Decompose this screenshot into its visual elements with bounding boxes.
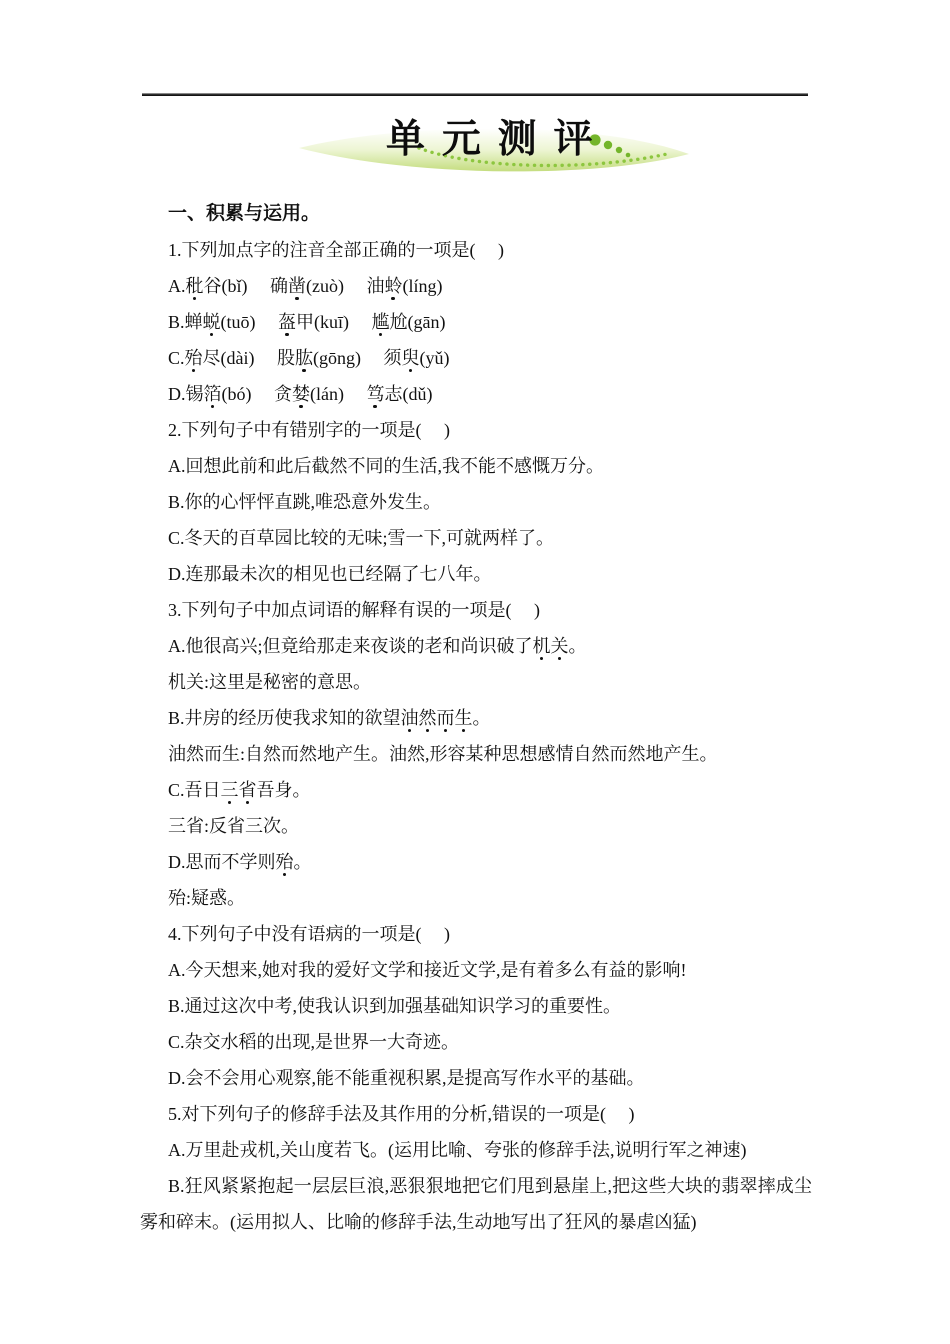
emphasized-char: 生 (454, 708, 473, 728)
question-3-option-a-note: 机关:这里是秘密的意思。 (168, 672, 371, 692)
emphasized-char: 蜕 (202, 312, 221, 332)
emphasized-char: 殆 (275, 852, 294, 872)
question-3-option-b: B.井房的经历使我求知的欲望油然而生。 (168, 708, 491, 728)
emphasized-char: 笃 (366, 384, 385, 404)
question-5-option-b: B.狂风紧紧抱起一层层巨浪,恶狠狠地把它们甩到悬崖上,把这些大块的翡翠摔成尘雾和碎末。(运用拟人、比喻的修辞手法,生动地写出了狂风的暴虐凶猛) (140, 1176, 812, 1232)
document-body (140, 196, 812, 1240)
emphasized-char: 箔 (203, 384, 222, 404)
emphasized-char: 尴 (371, 312, 390, 332)
question-3-stem: 3.下列句子中加点词语的解释有误的一项是( ) (168, 600, 540, 620)
emphasized-char: 婪 (292, 384, 310, 404)
emphasized-char: 三 (220, 780, 239, 800)
emphasized-char: 油 (400, 708, 419, 728)
emphasized-char: 省 (238, 780, 257, 800)
question-1-option-d: D.锡箔(bó) 贪婪(lán) 笃志(dǔ) (168, 384, 433, 404)
accent-dot-3 (616, 147, 622, 153)
question-1-option-c: C.殆尽(dài) 股肱(gōng) 须臾(yǔ) (168, 348, 450, 368)
question-1-option-a: A.秕谷(bǐ) 确凿(zuò) 油蛉(líng) (168, 276, 443, 296)
question-3-option-c-note: 三省:反省三次。 (168, 816, 300, 836)
question-1-stem: 1.下列加点字的注音全部正确的一项是( ) (168, 240, 504, 260)
emphasized-char: 肱 (295, 348, 313, 368)
question-3-option-a: A.他很高兴;但竟给那走来夜谈的老和尚识破了机关。 (168, 636, 587, 656)
emphasized-char: 凿 (288, 276, 306, 296)
emphasized-char: 机 (532, 636, 551, 656)
section-1-heading: 一、积累与运用。 (168, 203, 321, 224)
question-2-option-b: B.你的心怦怦直跳,唯恐意外发生。 (168, 492, 442, 512)
question-4-stem: 4.下列句子中没有语病的一项是( ) (168, 924, 450, 944)
question-1-option-b: B.蝉蜕(tuō) 盔甲(kuī) 尴尬(gān) (168, 312, 446, 332)
emphasized-char: 然 (418, 708, 437, 728)
emphasized-char: 臾 (401, 348, 420, 368)
emphasized-char: 而 (436, 708, 455, 728)
emphasized-char: 盔 (278, 312, 297, 332)
question-3-option-b-note: 油然而生:自然而然地产生。油然,形容某种思想感情自然而然地产生。 (168, 744, 718, 764)
emphasized-char: 秕 (185, 276, 204, 296)
emphasized-char: 关 (550, 636, 569, 656)
question-3-option-d: D.思而不学则殆。 (168, 852, 312, 872)
question-2-stem: 2.下列句子中有错别字的一项是( ) (168, 420, 450, 440)
page-title: 单 元 测 评 (386, 118, 594, 161)
question-5-stem: 5.对下列句子的修辞手法及其作用的分析,错误的一项是( ) (168, 1104, 635, 1124)
question-4-option-b: B.通过这次中考,使我认识到加强基础知识学习的重要性。 (168, 996, 622, 1016)
question-5-option-a: A.万里赴戎机,关山度若飞。(运用比喻、夸张的修辞手法,说明行军之神速) (168, 1140, 747, 1160)
question-4-option-d: D.会不会用心观察,能不能重视积累,是提高写作水平的基础。 (168, 1068, 645, 1088)
question-4-option-a: A.今天想来,她对我的爱好文学和接近文学,是有着多么有益的影响! (168, 960, 687, 980)
question-3-option-c: C.吾日三省吾身。 (168, 780, 311, 800)
question-4-option-c: C.杂交水稻的出现,是世界一大奇迹。 (168, 1032, 460, 1052)
question-2-option-d: D.连那最未次的相见也已经隔了七八年。 (168, 564, 492, 584)
question-2-option-a: A.回想此前和此后截然不同的生活,我不能不感慨万分。 (168, 456, 604, 476)
accent-dot-2 (604, 141, 612, 149)
emphasized-char: 蛉 (384, 276, 403, 296)
question-3-option-d-note: 殆:疑惑。 (168, 888, 246, 908)
emphasized-char: 殆 (184, 348, 203, 368)
accent-dot-4 (626, 153, 631, 158)
question-2-option-c: C.冬天的百草园比较的无味;雪一下,可就两样了。 (168, 528, 555, 548)
